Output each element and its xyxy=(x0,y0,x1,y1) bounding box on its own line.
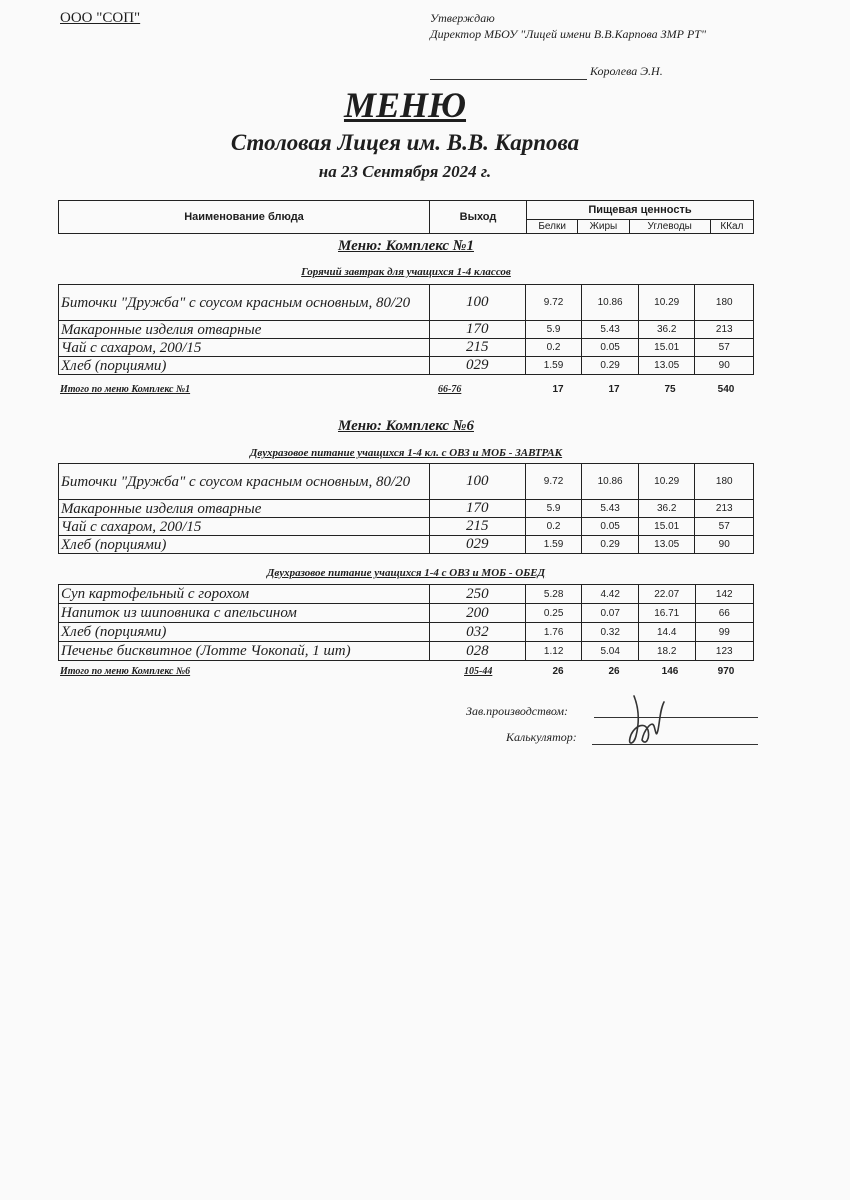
dish-proteins: 1.12 xyxy=(525,642,582,661)
dish-fats: 4.42 xyxy=(582,585,639,604)
dish-output: 215 xyxy=(429,518,525,536)
dish-carbs: 13.05 xyxy=(638,357,695,375)
dish-kcal: 123 xyxy=(695,642,753,661)
complex6-lunch-table xyxy=(58,584,754,661)
dish-fats: 0.32 xyxy=(582,623,639,642)
dish-carbs: 13.05 xyxy=(638,536,695,554)
dish-output: 029 xyxy=(429,357,525,375)
table-row xyxy=(59,339,754,357)
dish-fats: 5.43 xyxy=(582,321,639,339)
dish-proteins: 5.28 xyxy=(525,585,582,604)
header-dish-name: Наименование блюда xyxy=(59,201,430,234)
dish-name: Хлеб (порциями) xyxy=(59,357,430,375)
dish-kcal: 99 xyxy=(695,623,753,642)
header-output: Выход xyxy=(430,201,527,234)
dish-name: Чай с сахаром, 200/15 xyxy=(59,518,430,536)
complex1-total-row xyxy=(58,384,758,398)
total-label: Итого по меню Комплекс №6 xyxy=(60,666,191,677)
dish-fats: 0.07 xyxy=(582,604,639,623)
dish-name: Макаронные изделия отварные xyxy=(59,500,430,518)
table-row xyxy=(59,642,754,661)
dish-name: Суп картофельный с горохом xyxy=(59,585,430,604)
dish-carbs: 15.01 xyxy=(638,518,695,536)
total-kcal: 970 xyxy=(717,666,735,677)
table-row xyxy=(59,500,754,518)
total-fats: 17 xyxy=(608,384,620,395)
production-manager-signature-line xyxy=(594,703,758,718)
dish-name: Биточки "Дружба" с соусом красным основным, 80/20 xyxy=(59,464,430,500)
table-row xyxy=(59,604,754,623)
dish-fats: 5.43 xyxy=(582,500,639,518)
header-proteins: Белки xyxy=(527,219,578,233)
dish-output: 215 xyxy=(429,339,525,357)
dish-name: Чай с сахаром, 200/15 xyxy=(59,339,430,357)
dish-kcal: 90 xyxy=(695,357,754,375)
dish-proteins: 1.59 xyxy=(525,536,582,554)
production-manager-label: Зав.производством: xyxy=(466,704,569,718)
dish-carbs: 18.2 xyxy=(638,642,695,661)
director-name: Королева Э.Н. xyxy=(590,64,663,78)
dish-kcal: 180 xyxy=(695,285,754,321)
total-carbs: 146 xyxy=(661,666,679,677)
approval-position: Директор МБОУ "Лицей имени В.В.Карпова ЗМР РТ" xyxy=(430,27,706,41)
table-row xyxy=(59,623,754,642)
dish-carbs: 36.2 xyxy=(638,321,695,339)
table-row xyxy=(59,321,754,339)
complex6-title: Меню: Комплекс №6 xyxy=(338,418,474,434)
approval-block xyxy=(430,10,740,42)
table-row xyxy=(59,536,754,554)
dish-output: 032 xyxy=(429,623,525,642)
complex6-breakfast-title: Двухразовое питание учащихся 1-4 кл. с ОВЗ и МОБ - ЗАВТРАК xyxy=(249,447,563,459)
dish-carbs: 36.2 xyxy=(638,500,695,518)
dish-kcal: 66 xyxy=(695,604,753,623)
organization-name: ООО "СОП" xyxy=(60,10,141,26)
dish-proteins: 9.72 xyxy=(525,285,582,321)
director-signature-line xyxy=(430,63,587,80)
dish-proteins: 5.9 xyxy=(525,321,582,339)
dish-kcal: 213 xyxy=(695,321,754,339)
dish-kcal: 142 xyxy=(695,585,753,604)
dish-fats: 0.05 xyxy=(582,518,639,536)
dish-carbs: 22.07 xyxy=(638,585,695,604)
dish-proteins: 5.9 xyxy=(525,500,582,518)
dish-fats: 10.86 xyxy=(582,464,639,500)
dish-name: Напиток из шиповника с апельсином xyxy=(59,604,430,623)
dish-kcal: 57 xyxy=(695,518,754,536)
dish-kcal: 213 xyxy=(695,500,754,518)
column-header-table xyxy=(58,200,754,234)
table-row xyxy=(59,464,754,500)
dish-kcal: 90 xyxy=(695,536,754,554)
total-label: Итого по меню Комплекс №1 xyxy=(60,384,191,395)
total-kcal: 540 xyxy=(717,384,735,395)
dish-proteins: 9.72 xyxy=(525,464,582,500)
dish-kcal: 180 xyxy=(695,464,754,500)
total-proteins: 17 xyxy=(552,384,564,395)
dish-proteins: 0.25 xyxy=(525,604,582,623)
complex6-breakfast-table xyxy=(58,463,754,554)
dish-fats: 0.29 xyxy=(582,536,639,554)
total-carbs: 75 xyxy=(664,384,676,395)
total-proteins: 26 xyxy=(552,666,564,677)
dish-proteins: 1.59 xyxy=(525,357,582,375)
dish-carbs: 10.29 xyxy=(638,285,695,321)
dish-name: Хлеб (порциями) xyxy=(59,623,430,642)
complex6-lunch-title: Двухразовое питание учащихся 1-4 с ОВЗ и МОБ - ОБЕД xyxy=(266,567,546,579)
dish-proteins: 1.76 xyxy=(525,623,582,642)
dish-fats: 0.29 xyxy=(582,357,639,375)
page-title: МЕНЮ xyxy=(343,85,467,125)
dish-proteins: 0.2 xyxy=(525,518,582,536)
dish-fats: 0.05 xyxy=(582,339,639,357)
dish-output: 250 xyxy=(429,585,525,604)
header-fats: Жиры xyxy=(578,219,629,233)
dish-proteins: 0.2 xyxy=(525,339,582,357)
header-nutrition: Пищевая ценность xyxy=(527,201,754,220)
dish-output: 100 xyxy=(429,285,525,321)
total-fats: 26 xyxy=(608,666,620,677)
table-row xyxy=(59,285,754,321)
dish-output: 170 xyxy=(429,500,525,518)
dish-name: Макаронные изделия отварные xyxy=(59,321,430,339)
complex1-title: Меню: Комплекс №1 xyxy=(338,238,474,254)
header-carbs: Углеводы xyxy=(629,219,710,233)
complex1-subtitle: Горячий завтрак для учащихся 1-4 классов xyxy=(301,266,511,278)
dish-name: Печенье бисквитное (Лотте Чокопай, 1 шт) xyxy=(59,642,430,661)
dish-carbs: 10.29 xyxy=(638,464,695,500)
dish-name: Хлеб (порциями) xyxy=(59,536,430,554)
calculator-signature-line xyxy=(592,730,758,745)
dish-name: Биточки "Дружба" с соусом красным основным, 80/20 xyxy=(59,285,430,321)
dish-output: 029 xyxy=(429,536,525,554)
table-row xyxy=(59,585,754,604)
table-row xyxy=(59,357,754,375)
header-kcal: ККал xyxy=(710,219,753,233)
dish-output: 170 xyxy=(429,321,525,339)
dish-fats: 5.04 xyxy=(582,642,639,661)
total-output: 66-76 xyxy=(438,384,462,395)
table-row xyxy=(59,518,754,536)
dish-output: 200 xyxy=(429,604,525,623)
menu-date: на 23 Сентября 2024 г. xyxy=(318,162,492,181)
dish-output: 028 xyxy=(429,642,525,661)
dish-carbs: 14.4 xyxy=(638,623,695,642)
dish-carbs: 16.71 xyxy=(638,604,695,623)
total-output: 105-44 xyxy=(464,666,493,677)
dish-output: 100 xyxy=(429,464,525,500)
dish-kcal: 57 xyxy=(695,339,754,357)
complex1-table xyxy=(58,284,754,375)
approval-title: Утверждаю xyxy=(430,11,495,25)
dish-carbs: 15.01 xyxy=(638,339,695,357)
calculator-label: Калькулятор: xyxy=(506,730,577,744)
complex6-total-row xyxy=(58,666,758,680)
dish-fats: 10.86 xyxy=(582,285,639,321)
handwritten-signature xyxy=(620,690,670,752)
page-subtitle: Столовая Лицея им. В.В. Карпова xyxy=(230,130,580,155)
